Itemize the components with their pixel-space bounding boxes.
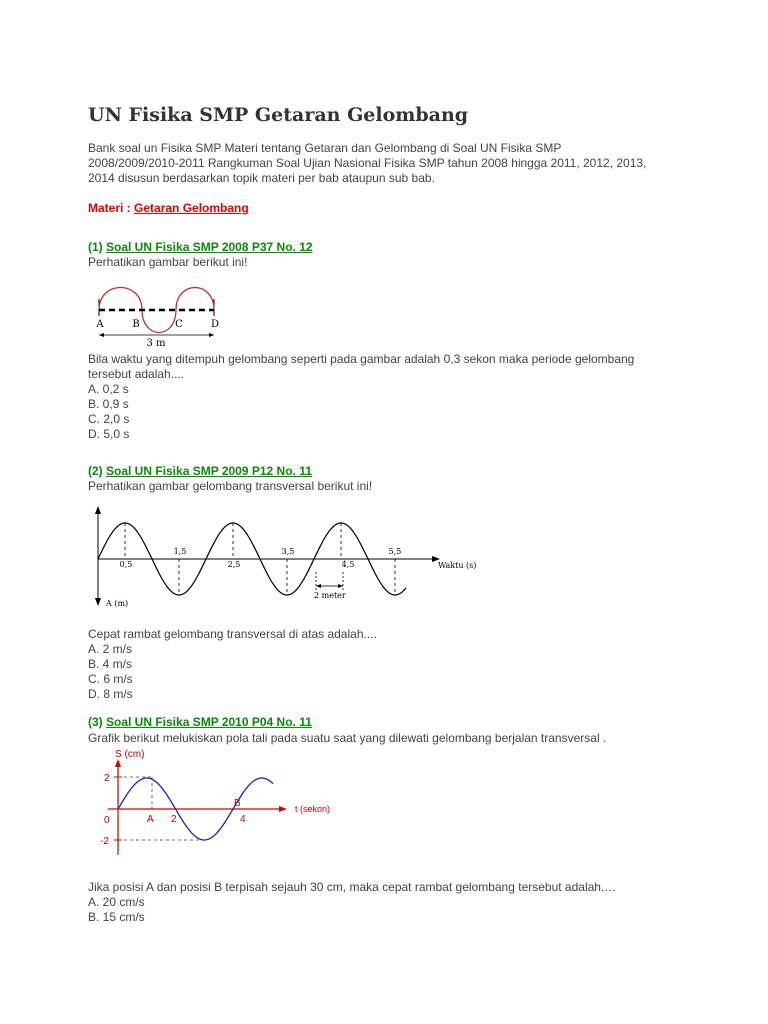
q1-prompt: Perhatikan gambar berikut ini! [88, 255, 248, 269]
q2-heading [88, 464, 312, 478]
materi-label: Materi : [88, 201, 135, 215]
q3-options [88, 895, 145, 925]
q1-question-line: Bila waktu yang ditempuh gelombang seperti pada gambar adalah 0,3 sekon maka periode gelombang [88, 352, 635, 366]
q1-label-d: D [210, 319, 220, 330]
q3-y-tick-0: 0 [104, 815, 110, 826]
q3-link[interactable]: Soal UN Fisika SMP 2010 P04 No. 11 [106, 715, 312, 729]
q2-span-arrow-left-icon [316, 584, 321, 588]
q3-option: B. 15 cm/s [88, 910, 145, 924]
intro-line: 2014 disusun berdasarkan topik materi per bab ataupun sub bab. [88, 171, 435, 185]
q3-point-b: B [234, 798, 241, 809]
q1-wave-path [99, 288, 214, 333]
q3-x-label-4: 4 [240, 814, 246, 825]
q2-x-label: Waktu (s) [438, 561, 477, 570]
q3-number: (3) [88, 715, 106, 729]
intro-paragraph [88, 141, 688, 186]
q3-y-axis-label: S (cm) [115, 749, 145, 760]
q1-question [88, 352, 634, 382]
q1-option: D. 5,0 s [88, 427, 130, 441]
q1-link[interactable]: Soal UN Fisika SMP 2008 P37 No. 12 [106, 240, 313, 254]
q3-y-arrow-icon [115, 759, 121, 767]
q2-tick-0-5: 0,5 [119, 560, 133, 569]
q1-label-a: A [96, 319, 104, 330]
q2-options [88, 642, 133, 702]
q2-tick-3-5: 3,5 [281, 547, 295, 556]
q3-x-label-2: 2 [171, 814, 177, 825]
q1-question-line: tersebut adalah.... [88, 367, 185, 381]
q1-label-b: B [132, 319, 140, 330]
q2-tick-1-5: 1,5 [173, 547, 187, 556]
q2-wave-figure [88, 502, 488, 614]
materi-line [88, 201, 249, 215]
q3-prompt: Grafik berikut melukiskan pola tali pada suatu saat yang dilewati gelombang berjalan transversal . [88, 731, 607, 745]
q1-option: B. 0,9 s [88, 397, 129, 411]
q3-x-arrow-icon [279, 806, 287, 812]
q2-option: C. 6 m/s [88, 672, 133, 686]
intro-line: Bank soal un Fisika SMP Materi tentang Getaran dan Gelombang di Soal UN Fisika SMP [88, 141, 562, 155]
q2-tick-4-5: 4,5 [341, 560, 355, 569]
q1-arrow-left-icon [99, 333, 104, 337]
q2-span-label: 2 meter [314, 591, 346, 600]
q2-link[interactable]: Soal UN Fisika SMP 2009 P12 No. 11 [106, 464, 312, 478]
q2-y-arrow-icon [95, 506, 101, 514]
intro-line: 2008/2009/2010-2011 Rangkuman Soal Ujian Nasional Fisika SMP tahun 2008 hingga 2011, 2012, 2013, [88, 156, 647, 170]
q2-number: (2) [88, 464, 106, 478]
q2-span-arrow-right-icon [338, 584, 343, 588]
q1-option: C. 2,0 s [88, 412, 130, 426]
q3-y-tick-2: 2 [104, 773, 110, 784]
page-title: UN Fisika SMP Getaran Gelombang [88, 104, 469, 126]
q1-label-c: C [175, 319, 183, 330]
materi-link[interactable]: Getaran Gelombang [134, 201, 249, 215]
q3-option: A. 20 cm/s [88, 895, 145, 909]
q1-number: (1) [88, 240, 106, 254]
q2-y-arrow-down-icon [95, 598, 101, 606]
q3-question: Jika posisi A dan posisi B terpisah sejauh 30 cm, maka cepat rambat gelombang tersebut adalah.… [88, 880, 617, 894]
q2-y-label: A (m) [106, 599, 129, 608]
q1-heading [88, 240, 313, 254]
q3-y-tick-minus2: -2 [100, 836, 109, 847]
q2-option: A. 2 m/s [88, 642, 133, 656]
q2-question: Cepat rambat gelombang transversal di atas adalah.... [88, 627, 377, 641]
q2-tick-5-5: 5,5 [388, 547, 402, 556]
q3-heading [88, 715, 312, 729]
q2-prompt: Perhatikan gambar gelombang transversal berikut ini! [88, 479, 373, 493]
q1-arrow-right-icon [209, 333, 214, 337]
q1-options [88, 382, 129, 442]
q2-option: D. 8 m/s [88, 687, 133, 701]
q1-option: A. 0,2 s [88, 382, 129, 396]
q2-option: B. 4 m/s [88, 657, 133, 671]
q3-x-label-a: A [147, 814, 154, 825]
q1-wave-figure [88, 286, 238, 348]
q2-tick-2-5: 2,5 [227, 560, 241, 569]
q1-length-label: 3 m [146, 338, 166, 348]
q3-x-label: t (sekon) [295, 804, 331, 814]
q3-wave-figure [88, 745, 358, 870]
